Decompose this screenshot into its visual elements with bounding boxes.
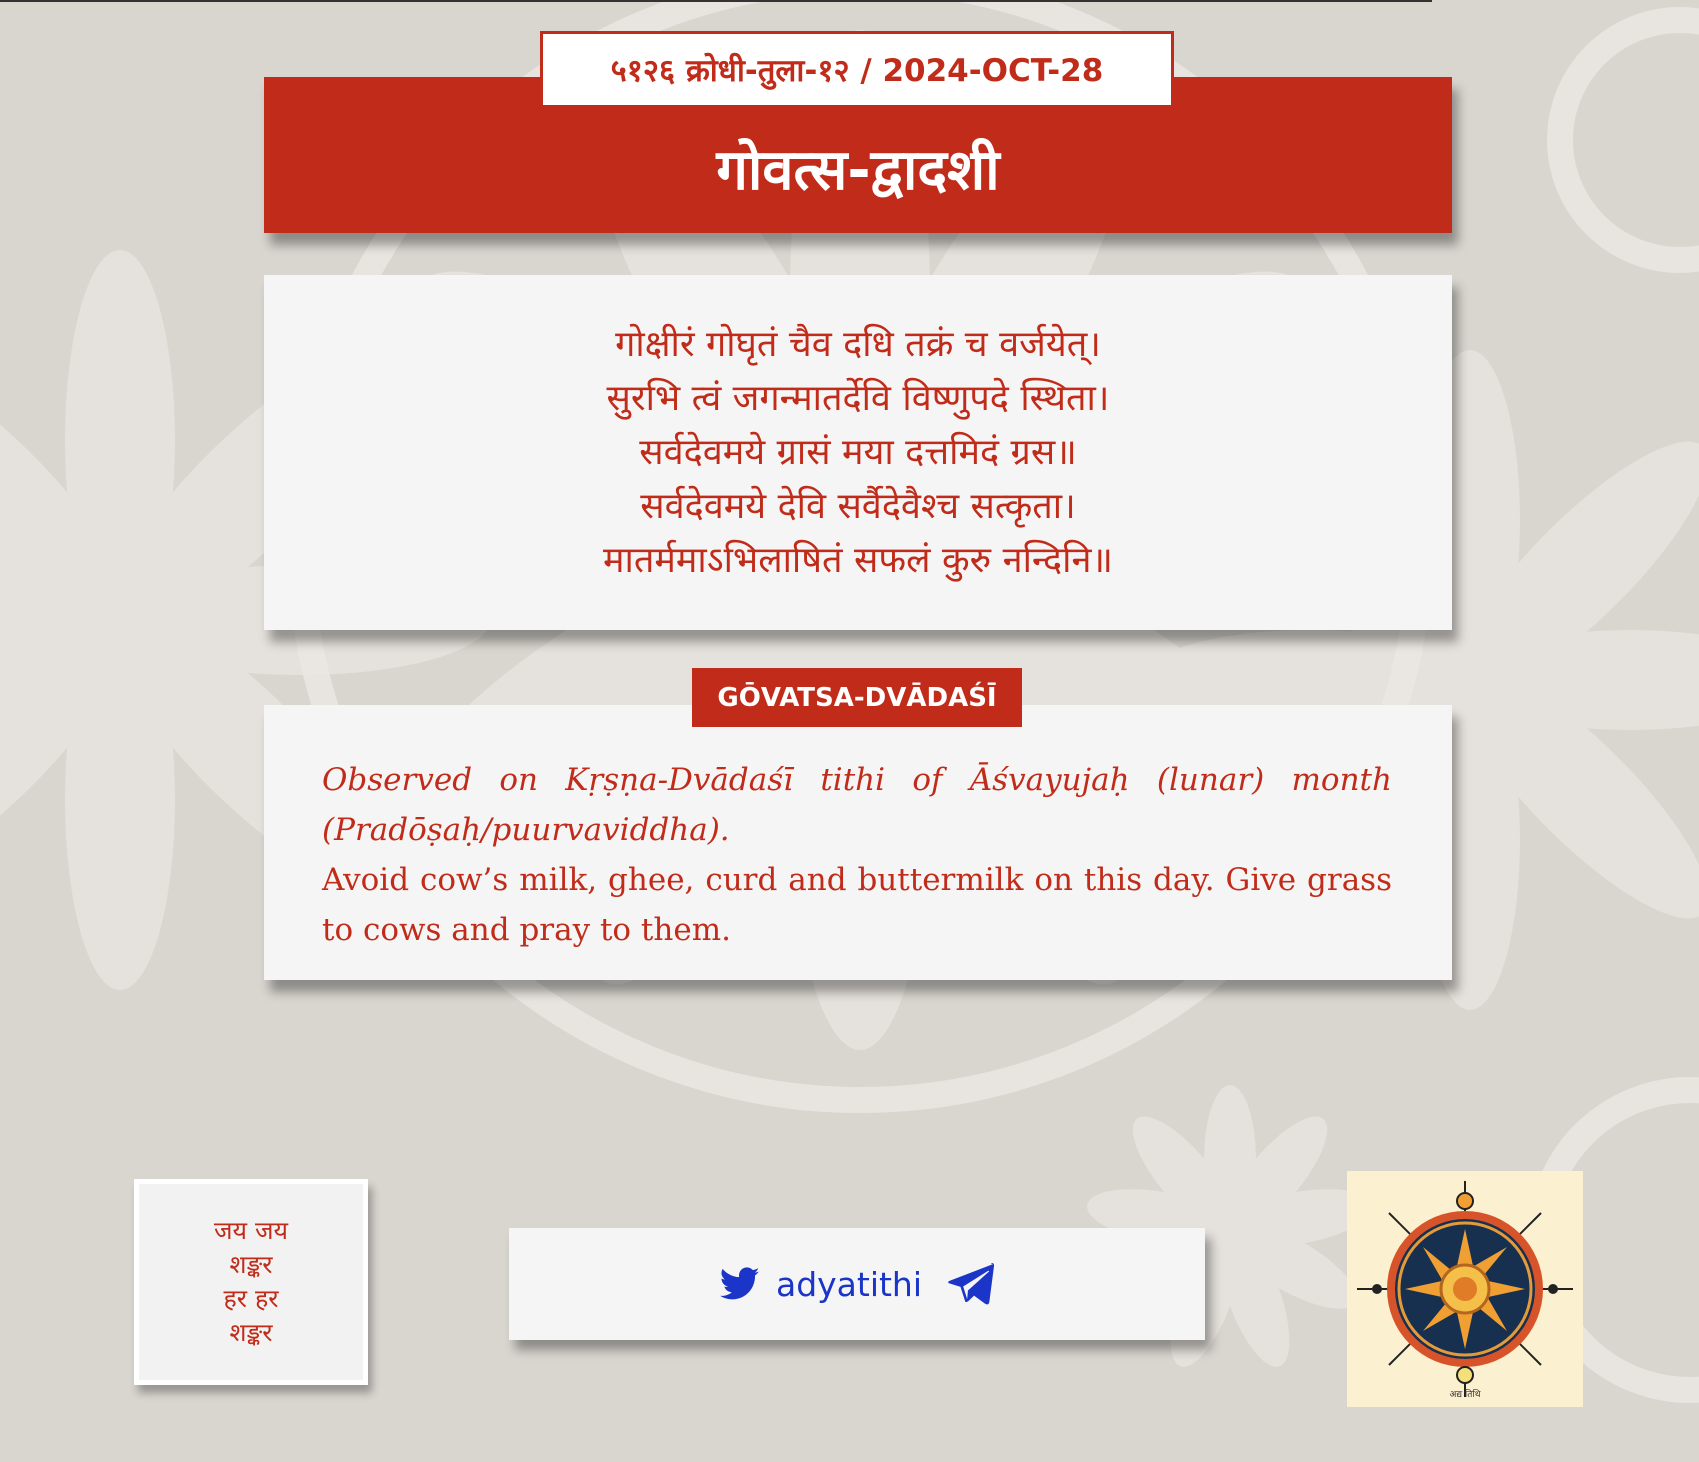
telegram-icon[interactable] (948, 1263, 994, 1305)
social-handle[interactable]: adyatithi (775, 1264, 923, 1304)
blessing-card (134, 1179, 368, 1385)
top-border-line (0, 0, 1432, 2)
sun-compass-icon (1347, 1171, 1583, 1407)
shloka-line: गोक्षीरं गोघृतं चैव दधि तक्रं च वर्जयेत्। (615, 323, 1101, 365)
logo-caption: अद्य तिथि (1449, 1390, 1481, 1400)
twitter-icon[interactable] (720, 1267, 760, 1301)
description-panel (264, 705, 1452, 980)
social-links (509, 1228, 1205, 1340)
blessing-line: जय जय (213, 1216, 289, 1245)
adyatithi-logo (1347, 1171, 1583, 1407)
festival-title: गोवत्स-द्वादशी (716, 138, 1000, 203)
date-label: ५१२६ क्रोधी-तुला-१२ / 2024-OCT-28 (540, 31, 1174, 108)
shloka-line: मातर्ममाऽभिलाषितं सफलं कुरु नन्दिनि॥ (603, 539, 1113, 581)
shloka-panel (264, 275, 1452, 630)
shloka-line: सर्वदेवमये देवि सर्वैदेवैश्च सत्कृता। (640, 485, 1076, 527)
blessing-line: हर हर (223, 1284, 279, 1313)
blessing-line: शङ्कर (229, 1250, 273, 1279)
instruction-text: Avoid cow’s milk, ghee, curd and buttermilk on this day. Give grass to cows and pray to them. (322, 862, 1392, 948)
shloka-line: सर्वदेवमये ग्रासं मया दत्तमिदं ग्रस॥ (639, 431, 1077, 473)
blessing-line: शङ्कर (229, 1318, 273, 1347)
description-heading: GŌVATSA-DVĀDAŚĪ (692, 668, 1022, 727)
observance-text: Observed on Kṛṣṇa-Dvādaśī tithi of Āśvayujaḥ (lunar) month (Pradōṣaḥ/puurvaviddha). (322, 762, 1392, 848)
shloka-line: सुरभि त्वं जगन्मातर्देवि विष्णुपदे स्थिता। (606, 377, 1110, 419)
